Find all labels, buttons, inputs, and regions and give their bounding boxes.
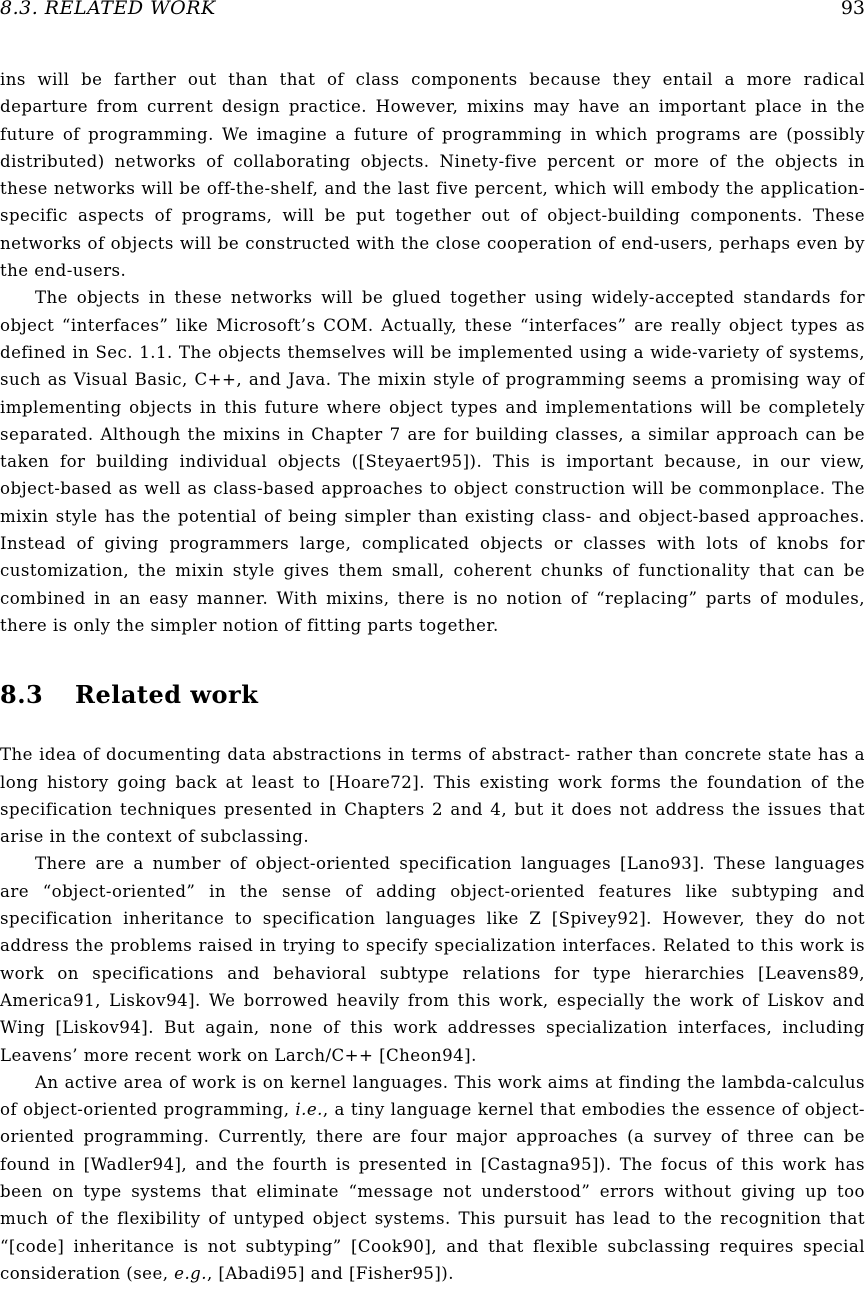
paragraph-kernel-languages [0, 1069, 865, 1287]
paragraph-specification-languages: There are a number of object-oriented specification languages [Lano93]. These languages are “object-oriented” in the sense of adding object-oriented features like subtyping and specification inheritance to specification languages like Z [Spivey92]. However, they do not address the problems raised in trying to specify specialization interfaces. Related to this work is work on specifications and behavioral subtype relations for type hierarchies [Leavens89, America91, Liskov94]. We borrowed heavily from this work, especially the work of Liskov and Wing [Liskov94]. But again, none of this work addresses specialization interfaces, including Leavens’ more recent work on Larch/C++ [Cheon94]. [0, 854, 865, 1065]
kernel-ie: i.e. [295, 1100, 323, 1120]
kernel-text-a: An active area of work is on kernel languages. This work aims at finding the lambda-calculus of object-oriented programming, [0, 1072, 865, 1120]
section-number: 8.3 [0, 680, 44, 710]
page-number: 93 [840, 0, 865, 19]
running-header-section: 8.3. RELATED WORK [0, 0, 216, 19]
paragraph-mixins-future: ins will be farther out than that of class components because they entail a more radical departure from current design practice. However, mixins may have an important place in the future of programming. We imagine a future of programming in which programs are (possibly distributed) networks of collaborating objects. Ninety-five percent or more of the objects in these networks will be off-the-shelf, and the last five percent, which will embody the application-specific aspects of programs, will be put together out of object-building components. These networks of objects will be constructed with the close cooperation of end-users, perhaps even by the end-users. [0, 70, 865, 281]
paragraph-data-abstractions: The idea of documenting data abstractions in terms of abstract- rather than concrete state has a long history going back at least to [Hoare72]. This existing work forms the foundation of the specification techniques presented in Chapters 2 and 4, but it does not address the issues that arise in the context of subclassing. [0, 745, 865, 847]
section-heading [0, 674, 865, 716]
running-header [0, 0, 865, 22]
kernel-eg: e.g. [174, 1263, 207, 1283]
page-body [0, 66, 865, 1287]
kernel-text-b: , a tiny language kernel that embodies the essence of object-oriented programming. Currently, there are four major approaches (a survey of three can be found in [Wadler94], and the fourth is presented in [Castagna95]). The focus of this work has been on type systems that eliminate “message not understood” errors without giving up too much of the flexibility of untyped object systems. This pursuit has lead to the recognition that “[code] inheritance is not subtyping” [Cook90], and that flexible subclassing requires special consideration (see, [0, 1100, 865, 1283]
paragraph-object-interfaces: The objects in these networks will be glued together using widely-accepted standards for object “interfaces” like Microsoft’s COM. Actually, these “interfaces” are really object types as defined in Sec. 1.1. The objects themselves will be implemented using a wide-variety of systems, such as Visual Basic, C++, and Java. The mixin style of programming seems a promising way of implementing objects in this future where object types and implementations will be completely separated. Although the mixins in Chapter 7 are for building classes, a similar approach can be taken for building individual objects ([Steyaert95]). This is important because, in our view, object-based as well as class-based approaches to object construction will be commonplace. The mixin style has the potential of being simpler than existing class- and object-based approaches. Instead of giving programmers large, complicated objects or classes with lots of knobs for customization, the mixin style gives them small, coherent chunks of functionality that can be combined in an easy manner. With mixins, there is no notion of “replacing” parts of modules, there is only the simpler notion of fitting parts together. [0, 288, 865, 635]
section-title: Related work [75, 680, 259, 710]
kernel-text-c: , [Abadi95] and [Fisher95]). [206, 1263, 454, 1283]
